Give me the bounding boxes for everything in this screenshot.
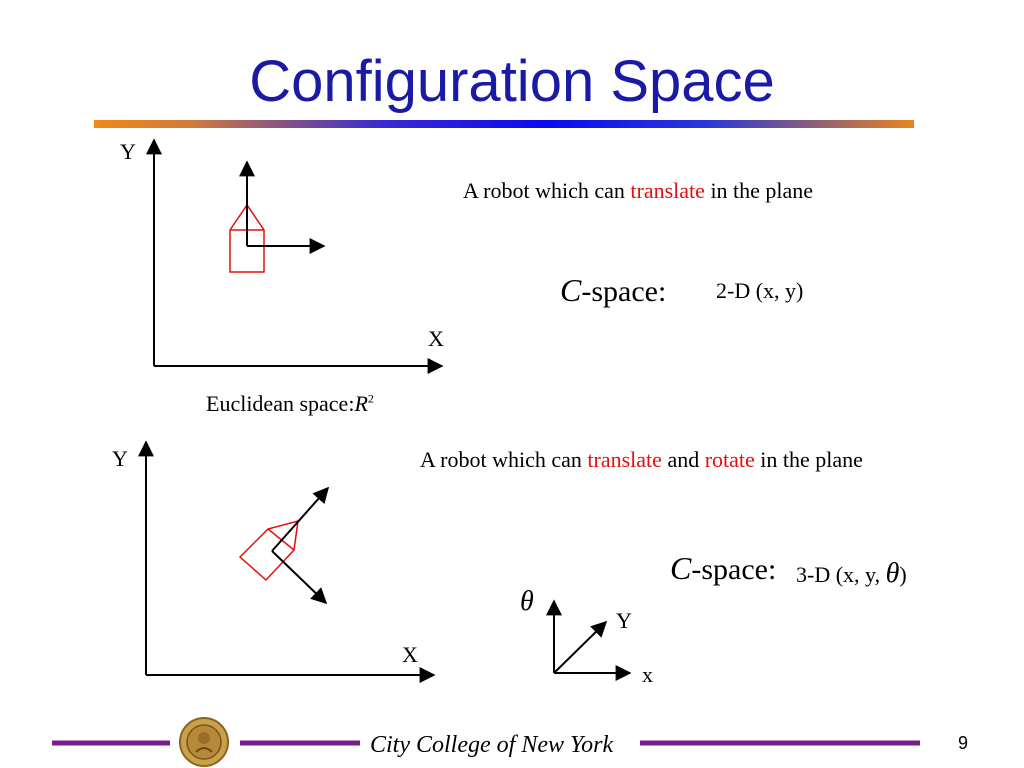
bottom-cspace-value bbox=[796, 558, 907, 590]
top-description-translate: translate bbox=[630, 178, 705, 203]
top-axis-x-label: X bbox=[428, 326, 444, 351]
bottom-description-prefix: A robot which can bbox=[420, 447, 588, 472]
bottom-cspace-text: -space: bbox=[691, 553, 777, 586]
small-axis-y-label: Y bbox=[616, 608, 632, 633]
bottom-axes bbox=[146, 442, 434, 675]
footer-institution: City College of New York bbox=[370, 732, 614, 758]
small-axis-theta-label: θ bbox=[520, 586, 534, 617]
college-seal-icon bbox=[180, 718, 228, 766]
top-description-suffix: in the plane bbox=[704, 178, 814, 203]
top-robot-frame bbox=[247, 162, 324, 246]
bottom-axis-y-label: Y bbox=[112, 446, 128, 471]
bottom-cspace-close: ) bbox=[899, 562, 907, 587]
small-axis-x-label: x bbox=[642, 662, 653, 687]
bottom-description-rotate: rotate bbox=[704, 447, 755, 472]
bottom-description-suffix: in the plane bbox=[754, 447, 863, 472]
top-description bbox=[463, 178, 813, 204]
bottom-cspace-letter: C bbox=[670, 550, 692, 586]
euclidean-caption-text: Euclidean space: bbox=[206, 391, 355, 416]
euclidean-exponent: 2 bbox=[367, 391, 374, 406]
bottom-cspace-label bbox=[670, 550, 776, 587]
top-cspace-letter: C bbox=[560, 272, 582, 308]
top-cspace-value: 2-D (x, y) bbox=[716, 278, 804, 303]
bottom-description bbox=[420, 447, 863, 473]
top-axes bbox=[154, 140, 442, 366]
bottom-cspace-theta: θ bbox=[885, 558, 900, 589]
top-cspace-text: -space: bbox=[581, 275, 667, 308]
slide-title: Configuration Space bbox=[249, 49, 775, 114]
bottom-cspace-value-text: 3-D (x, y, bbox=[796, 562, 886, 587]
top-cspace-label bbox=[560, 272, 666, 309]
bottom-axis-x-label: X bbox=[402, 642, 418, 667]
euclidean-symbol: R bbox=[354, 391, 368, 416]
top-axis-y-label: Y bbox=[120, 139, 136, 164]
page-number: 9 bbox=[958, 733, 969, 753]
bottom-description-translate: translate bbox=[587, 447, 662, 472]
bottom-robot-frame bbox=[272, 488, 328, 603]
bottom-robot bbox=[240, 521, 298, 580]
bottom-description-mid: and bbox=[661, 447, 705, 472]
euclidean-caption bbox=[206, 391, 374, 417]
top-description-prefix: A robot which can bbox=[463, 178, 631, 203]
